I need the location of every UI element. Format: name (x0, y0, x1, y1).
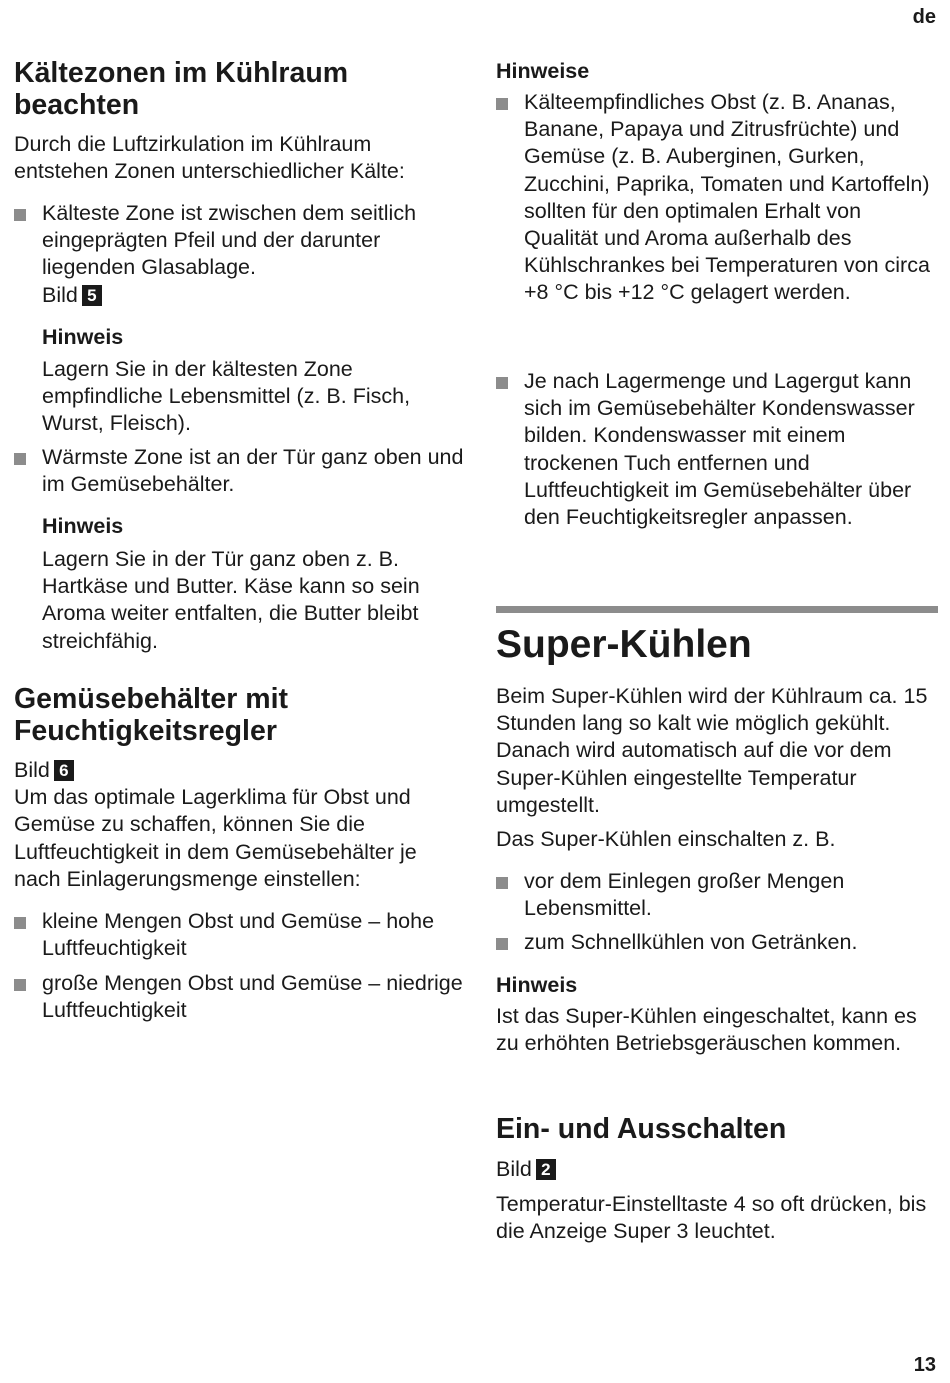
bullet-text: Kälteste Zone ist zwischen dem seitlich eingeprägten Pfeil und der darunter liegenden Glasablage. (42, 201, 417, 280)
note-text: Lagern Sie in der Tür ganz oben z. B. Hartkäse und Butter. Käse kann so sein Aroma weiter entfalten, die Butter bleibt streichfähig. (42, 547, 420, 653)
figure-ref-label: Bild (496, 1157, 532, 1181)
bullet-text: vor dem Einlegen großer Mengen Lebensmittel. (524, 869, 845, 921)
figure-ref-label: Bild (14, 758, 50, 782)
section-title-cold-zones: Kältezonen im Kühlraum beachten (14, 57, 349, 121)
note-title: Hinweis (496, 973, 578, 997)
bullet-square-icon (496, 98, 508, 110)
figure-ref-label: Bild (42, 282, 78, 307)
bullet-text: Kälteempfindliches Obst (z. B. Ananas, Banane, Papaya und Zitrusfrüchte) und Gemüse (z. B. Auberginen, Gurken, Zucchini, Paprika, Tomaten und Kartoffeln) sollten für den optimalen Erhalt von Qualität und Aroma außerhalb des Kühlschrankes bei Temperaturen von circa +8 °C bis +12 °C gelagert werden. (524, 90, 930, 305)
bullet-text: Je nach Lagermenge und Lagergut kann sich im Gemüsebehälter Kondenswasser bilden. Kondenswasser mit einem trockenen Tuch entfernen und Luftfeuchtigkeit im Gemüsebehälter über den Feuchtigkeitsregler anpassen. (524, 369, 915, 530)
section-divider (496, 606, 938, 613)
note-title: Hinweis (42, 325, 124, 349)
list-item (496, 929, 938, 956)
cold-zones-intro: Durch die Luftzirkulation im Kühlraum entstehen Zonen unterschiedlicher Kälte: (14, 132, 405, 184)
bullet-square-icon (496, 938, 508, 950)
list-item (14, 444, 464, 498)
super-cooling-intro: Beim Super-Kühlen wird der Kühlraum ca. 15 Stunden lang so kalt wie möglich gekühlt. Danach wird automatisch auf die vor dem Super-Kühlen eingestellte Temperatur umgestellt. (496, 684, 928, 817)
list-item (496, 89, 938, 307)
bullet-square-icon (14, 979, 26, 991)
language-tag: de (912, 6, 936, 28)
intro-text: Um das optimale Lagerklima für Obst und Gemüse zu schaffen, können Sie die Luftfeuchtigkeit in dem Gemüsebehälter je nach Einlagerungsmenge einstellen: (14, 785, 417, 891)
bullet-square-icon (496, 377, 508, 389)
bullet-text: zum Schnellkühlen von Getränken. (524, 930, 858, 954)
section-title-on-off: Ein- und Ausschalten (496, 1113, 787, 1145)
note-title: Hinweis (42, 514, 124, 538)
list-item (496, 868, 938, 922)
bullet-text: große Mengen Obst und Gemüse – niedrige Luftfeuchtigkeit (42, 971, 463, 1023)
list-item (14, 970, 464, 1024)
figure-number-badge: 6 (54, 760, 74, 781)
bullet-text: kleine Mengen Obst und Gemüse – hohe Luftfeuchtigkeit (42, 909, 435, 961)
on-off-text: Temperatur-Einstelltaste 4 so oft drücken, bis die Anzeige Super 3 leuchtet. (496, 1192, 927, 1244)
note-text: Lagern Sie in der kältesten Zone empfindliche Lebensmittel (z. B. Fisch, Wurst, Fleisch). (42, 357, 411, 436)
bullet-square-icon (496, 877, 508, 889)
bullet-square-icon (14, 453, 26, 465)
super-cooling-lead: Das Super-Kühlen einschalten z. B. (496, 827, 836, 851)
on-off-figure-ref (496, 1156, 938, 1183)
bullet-square-icon (14, 209, 26, 221)
bullet-square-icon (14, 917, 26, 929)
figure-number-badge: 2 (536, 1159, 556, 1180)
figure-number-badge: 5 (82, 285, 102, 306)
note-text: Ist das Super-Kühlen eingeschaltet, kann es zu erhöhten Betriebsgeräuschen kommen. (496, 1004, 917, 1056)
list-item (14, 908, 464, 962)
section-title-super-cooling: Super-Kühlen (496, 623, 752, 666)
notes-title: Hinweise (496, 59, 590, 83)
list-item (496, 368, 938, 531)
page-number: 13 (913, 1354, 936, 1376)
section-title-vegetable-drawer: Gemüsebehälter mit Feuchtigkeitsregler (14, 683, 289, 747)
vegetable-drawer-intro (14, 757, 464, 893)
bullet-text: Wärmste Zone ist an der Tür ganz oben und im Gemüsebehälter. (42, 445, 464, 497)
list-item (14, 200, 464, 309)
